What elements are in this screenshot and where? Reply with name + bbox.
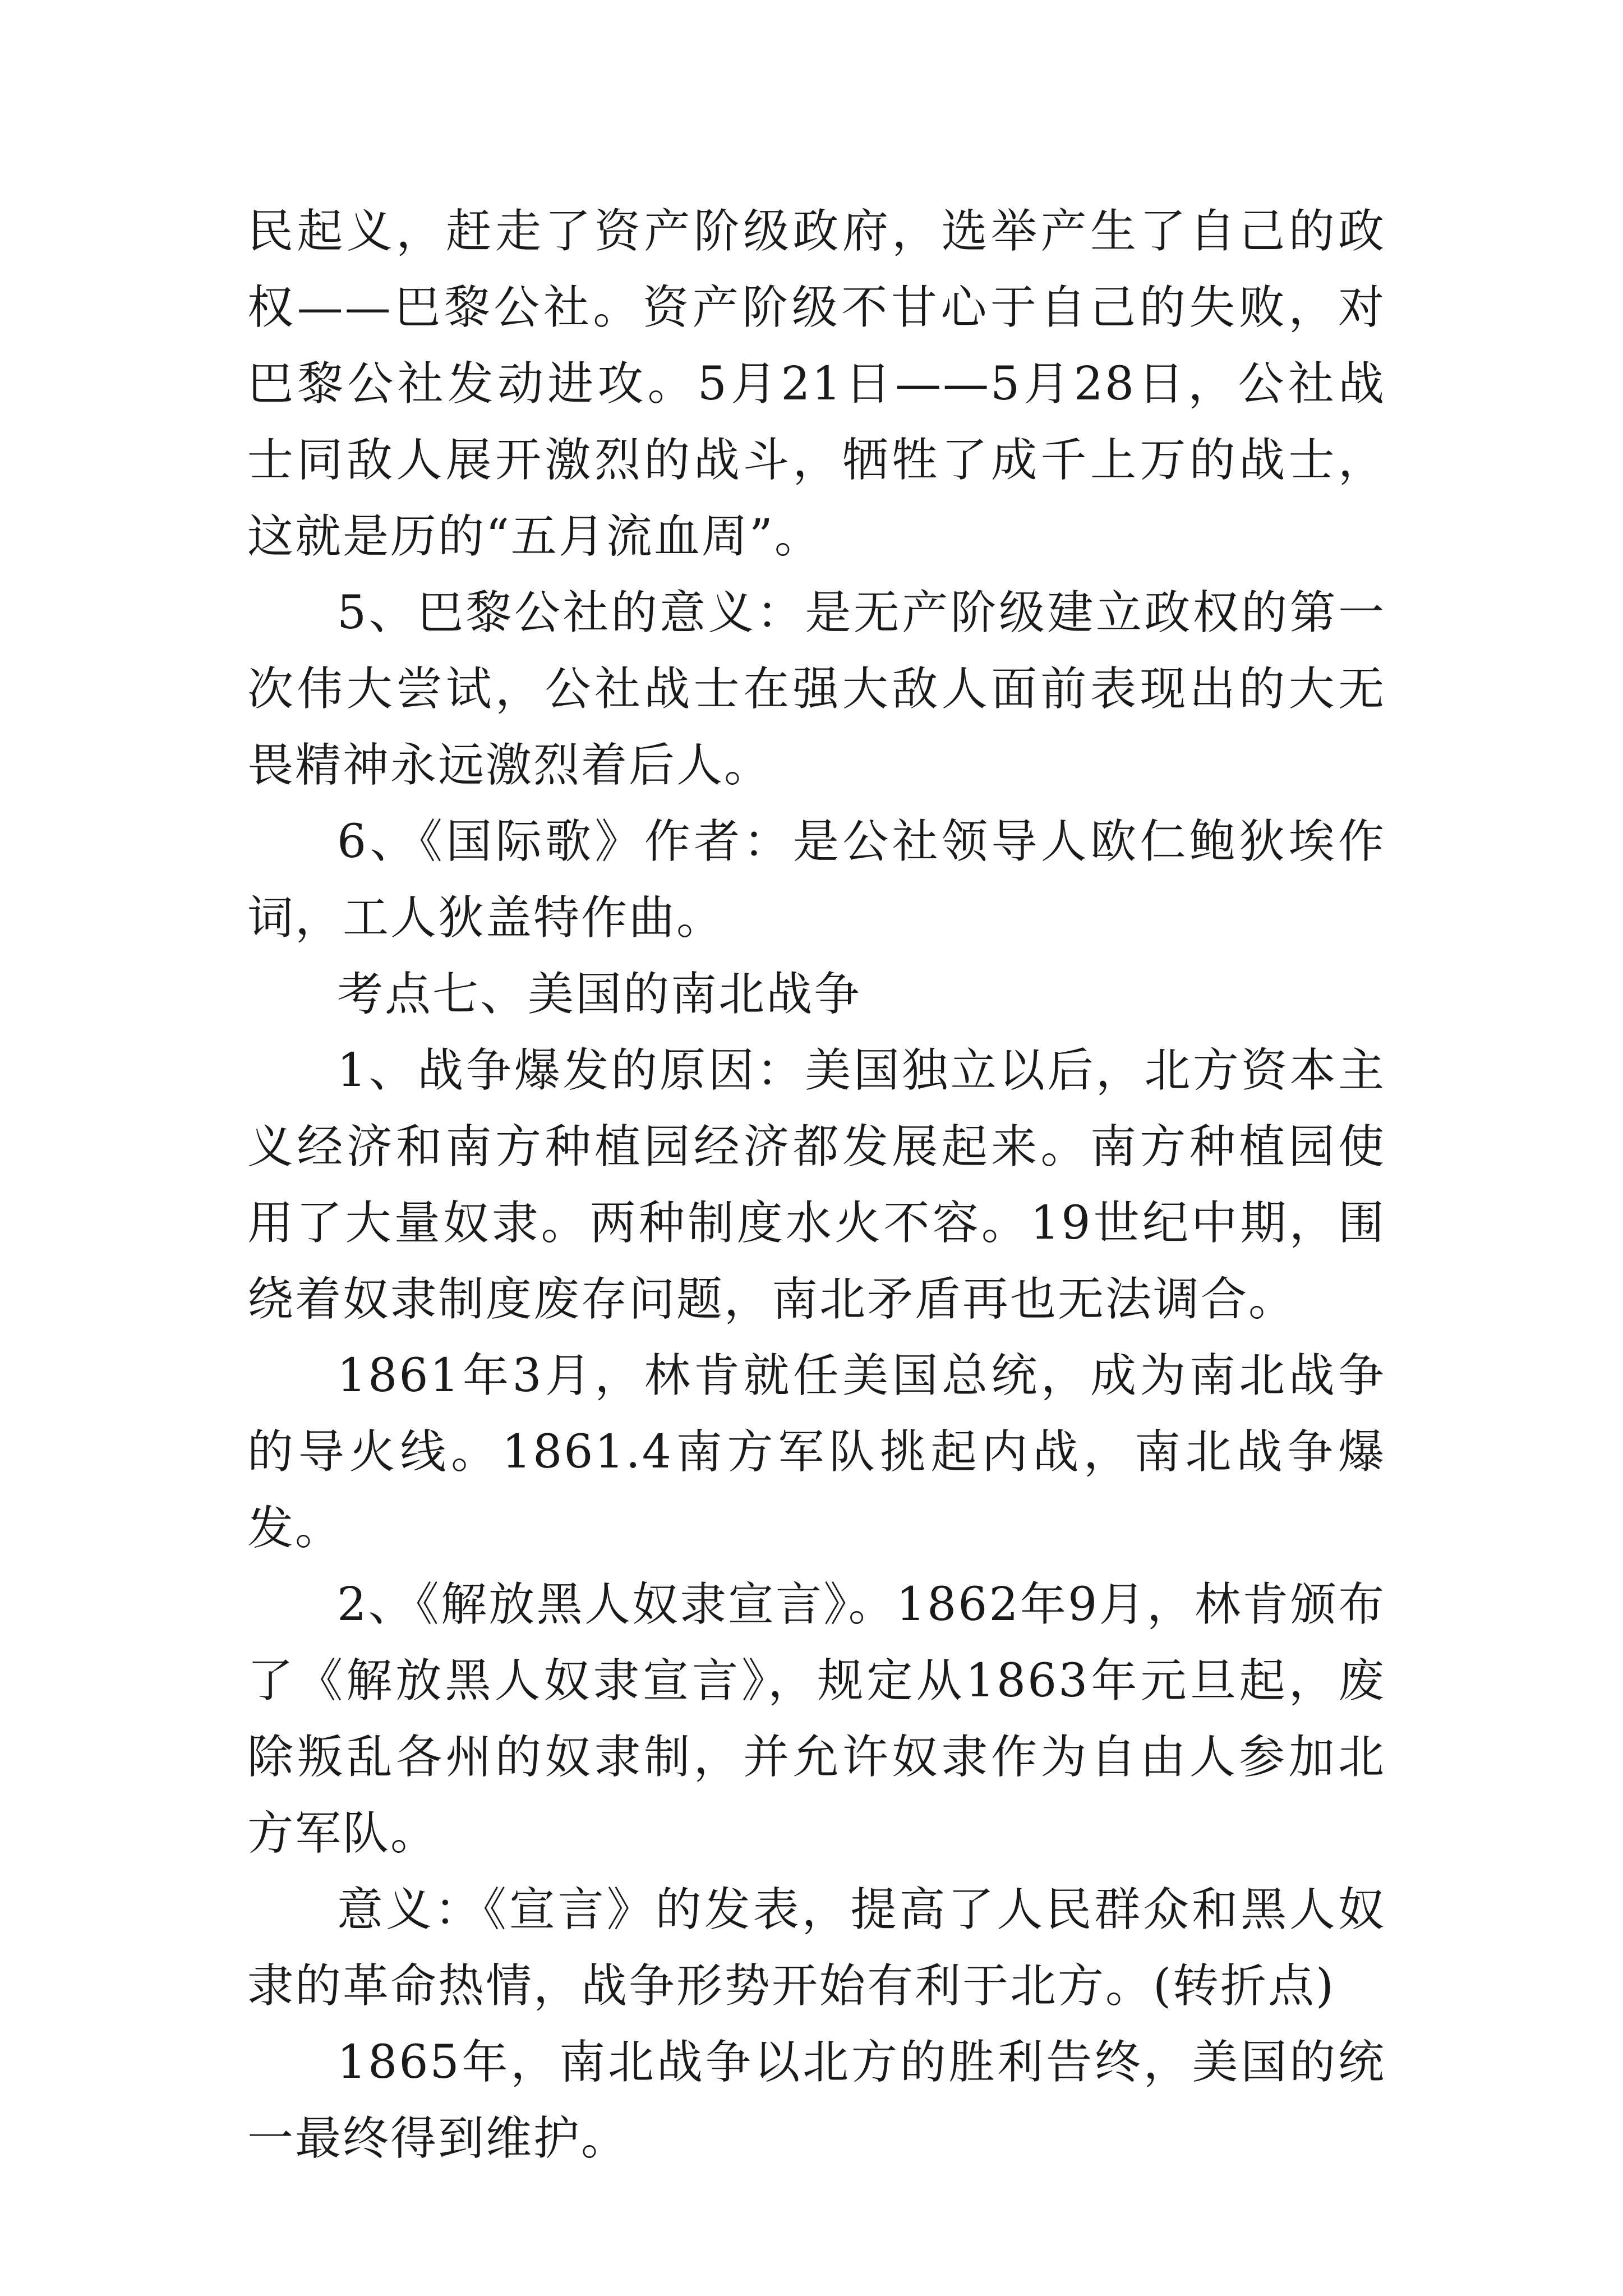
paragraph-war-conclusion: 1865年，南北战争以北方的胜利告终，美国的统一最终得到维护。 [247,2036,1386,2165]
paragraph-lincoln-war-outbreak: 1861年3月，林肯就任美国总统，成为南北战争的导火线。1861.4南方军队挑起内战，南北战争爆发。 [247,1349,1386,1555]
paragraph-paris-commune-significance: 5、巴黎公社的意义：是无产阶级建立政权的第一次伟大尝试，公社战士在强大敌人面前表现出的大无畏精神永远激烈着后人。 [247,586,1386,792]
paragraph-war-causes: 1、战争爆发的原因：美国独立以后，北方资本主义经济和南方种植园经济都发展起来。南方种植园使用了大量奴隶。两种制度水火不容。19世纪中期，围绕着奴隶制度废存问题，南北矛盾再也无法调合。 [247,1044,1386,1326]
document-body [247,194,1386,2177]
paragraph-proclamation-significance: 意义：《宣言》的发表，提高了人民群众和黑人奴隶的革命热情，战争形势开始有利于北方。(转折点) [247,1883,1386,2013]
paragraph-emancipation-proclamation: 2、《解放黑人奴隶宣言》。1862年9月，林肯颁布了《解放黑人奴隶宣言》，规定从1863年元旦起，废除叛乱各州的奴隶制，并允许奴隶作为自由人参加北方军队。 [247,1578,1386,1860]
paragraph-paris-commune-uprising: 民起义，赶走了资产阶级政府，选举产生了自己的政权——巴黎公社。资产阶级不甘心于自己的失败，对巴黎公社发动进攻。5月21日——5月28日，公社战士同敌人展开激烈的战斗，牺牲了成千上万的战士，这就是历的“五月流血周”。 [247,205,1386,563]
paragraph-internationale-authors: 6、《国际歌》作者：是公社领导人欧仁鲍狄埃作词，工人狄盖特作曲。 [247,815,1386,945]
section-heading-civil-war: 考点七、美国的南北战争 [337,968,862,1021]
